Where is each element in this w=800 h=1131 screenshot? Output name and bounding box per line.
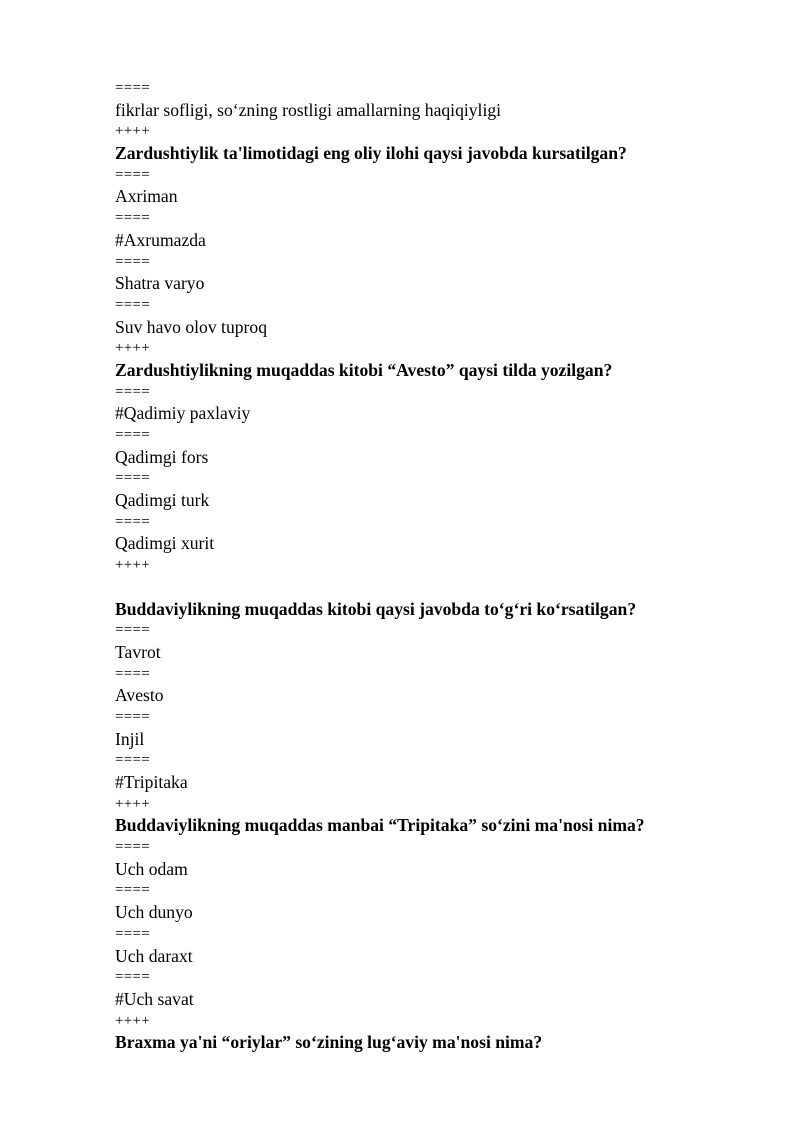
separator-line: ====: [115, 210, 151, 227]
answer-option: Qadimgi fors: [115, 446, 209, 467]
separator-line: ++++: [115, 557, 151, 574]
answer-option: Qadimgi turk: [115, 490, 210, 511]
answer-option: Uch dunyo: [115, 902, 193, 923]
separator-line: ====: [115, 470, 151, 487]
separator-line: ====: [115, 166, 151, 183]
answer-option: Avesto: [115, 685, 164, 706]
separator-line: ====: [115, 80, 151, 96]
separator-line: ====: [115, 925, 151, 942]
separator-line: ====: [115, 708, 151, 725]
answer-option: Tavrot: [115, 641, 161, 662]
separator-line: ====: [115, 253, 151, 270]
answer-option: Axriman: [115, 186, 178, 207]
answer-option: Shatra varyo: [115, 273, 205, 294]
separator-line: ====: [115, 296, 151, 313]
answer-option: Uch daraxt: [115, 945, 193, 966]
separator-line: ====: [115, 839, 151, 856]
question-text: Buddaviylikning muqaddas manbai “Tripitaka” so‘zini ma'nosi nima?: [115, 815, 645, 836]
question-text: Zardushtiylik ta'limotidagi eng oliy ilohi qaysi javobda kursatilgan?: [115, 143, 627, 164]
separator-line: ====: [115, 513, 151, 530]
answer-option: Injil: [115, 728, 145, 749]
separator-line: ++++: [115, 795, 151, 812]
separator-line: ++++: [115, 1012, 151, 1029]
separator-line: ====: [115, 969, 151, 986]
answer-option: #Qadimiy paxlaviy: [115, 403, 251, 424]
question-text: Buddaviylikning muqaddas kitobi qaysi javobda to‘g‘ri ko‘rsatilgan?: [115, 598, 637, 619]
answer-option: #Uch savat: [115, 988, 194, 1009]
question-text: Zardushtiylikning muqaddas kitobi “Avesto” qaysi tilda yozilgan?: [115, 359, 613, 380]
answer-option: Uch odam: [115, 858, 188, 879]
question-text: Braxma ya'ni “oriylar” so‘zining lug‘aviy ma'nosi nima?: [115, 1032, 543, 1053]
answer-option: #Axrumazda: [115, 229, 206, 250]
separator-line: ====: [115, 665, 151, 682]
answer-option: fikrlar sofligi, so‘zning rostligi amallarning haqiqiyligi: [115, 99, 502, 120]
answer-option: #Tripitaka: [115, 772, 188, 792]
answer-option: Suv havo olov tuproq: [115, 316, 267, 337]
separator-line: ====: [115, 752, 151, 769]
separator-line: ++++: [115, 123, 151, 140]
blank-line: [115, 577, 755, 599]
separator-line: ====: [115, 882, 151, 899]
document-page: [115, 78, 755, 1054]
answer-option: Qadimgi xurit: [115, 533, 215, 554]
separator-line: ++++: [115, 340, 151, 357]
separator-line: ====: [115, 622, 151, 639]
separator-line: ====: [115, 427, 151, 443]
separator-line: ====: [115, 383, 151, 400]
